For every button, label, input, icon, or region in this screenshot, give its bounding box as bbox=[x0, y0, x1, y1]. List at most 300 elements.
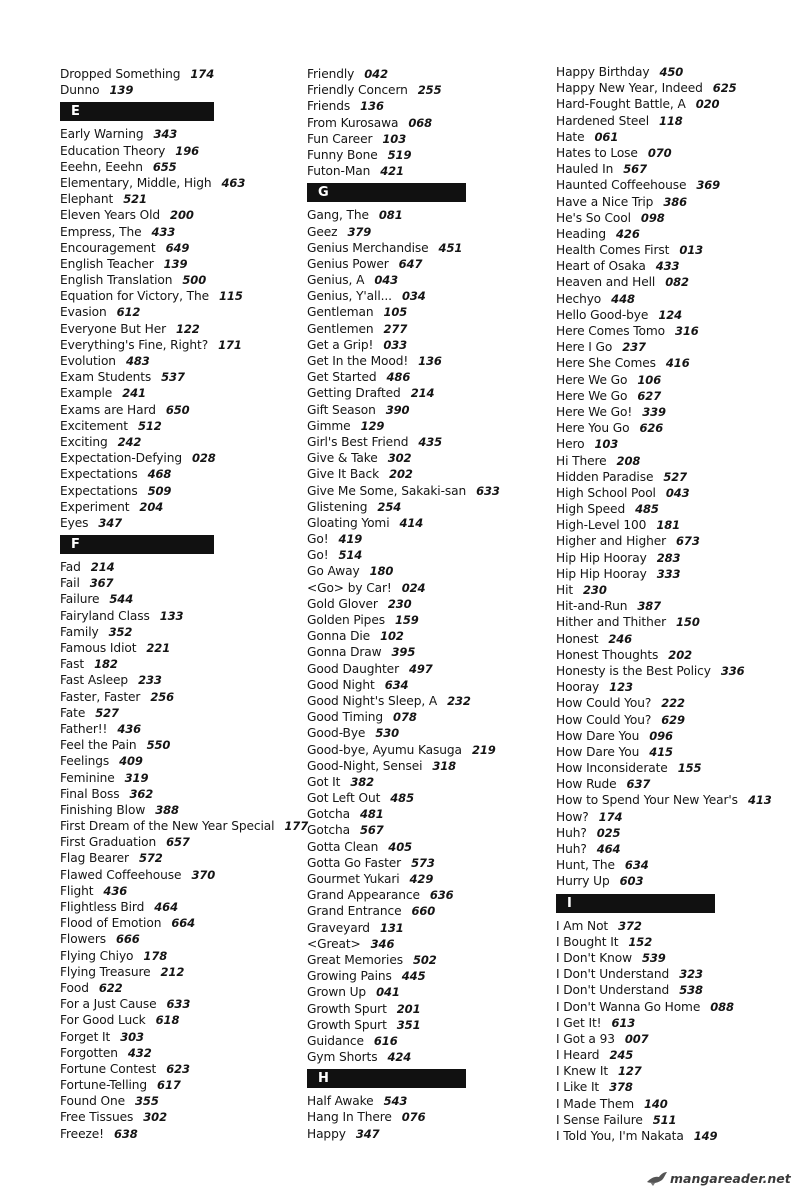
index-entry bbox=[556, 258, 798, 274]
entry-title: How Rude bbox=[556, 777, 617, 792]
entry-title: Hunt, The bbox=[556, 858, 615, 873]
entry-page-number: 214 bbox=[410, 386, 435, 401]
index-entry bbox=[60, 705, 296, 721]
entry-page-number: 178 bbox=[143, 948, 168, 963]
entry-title: Feelings bbox=[60, 754, 110, 769]
entry-page-number: 351 bbox=[396, 1017, 421, 1032]
entry-title: Here We Go bbox=[556, 372, 628, 387]
index-entry bbox=[60, 1012, 296, 1028]
index-entry bbox=[307, 1093, 551, 1109]
entry-page-number: 567 bbox=[623, 162, 647, 177]
entry-title: Got It bbox=[307, 774, 341, 789]
entry-page-number: 219 bbox=[471, 742, 496, 757]
section-letter-header: H bbox=[307, 1069, 466, 1088]
entry-page-number: 136 bbox=[360, 99, 384, 114]
index-entry bbox=[60, 304, 296, 320]
entry-page-number: 395 bbox=[391, 645, 416, 660]
entry-page-number: 246 bbox=[608, 631, 633, 646]
index-entry bbox=[307, 952, 551, 968]
entry-title: Fail bbox=[60, 576, 80, 591]
entry-title: Flying Treasure bbox=[60, 964, 151, 979]
index-entry bbox=[60, 931, 296, 947]
entry-title: Heart of Osaka bbox=[556, 259, 646, 274]
entry-title: Flight bbox=[60, 883, 94, 898]
entry-page-number: 255 bbox=[417, 83, 442, 98]
index-entry bbox=[307, 596, 551, 612]
entry-page-number: 451 bbox=[438, 240, 463, 255]
entry-page-number: 140 bbox=[644, 1096, 668, 1111]
entry-page-number: 042 bbox=[364, 67, 388, 81]
entry-title: I Don't Understand bbox=[556, 983, 670, 998]
index-entry bbox=[60, 608, 296, 624]
entry-title: Glistening bbox=[307, 499, 368, 514]
entry-page-number: 181 bbox=[656, 518, 681, 533]
index-entry bbox=[307, 984, 551, 1000]
index-entry bbox=[307, 466, 551, 482]
entry-page-number: 283 bbox=[656, 550, 681, 565]
entry-title: Family bbox=[60, 624, 99, 639]
entry-page-number: 256 bbox=[150, 689, 175, 704]
entry-page-number: 043 bbox=[665, 485, 690, 500]
entry-page-number: 200 bbox=[170, 208, 194, 223]
index-entry bbox=[60, 786, 296, 802]
entry-page-number: 519 bbox=[387, 147, 412, 162]
entry-page-number: 106 bbox=[637, 372, 662, 387]
entry-page-number: 622 bbox=[98, 980, 123, 995]
entry-title: Gonna Die bbox=[307, 629, 371, 644]
entry-page-number: 633 bbox=[166, 997, 191, 1012]
entry-title: Flightless Bird bbox=[60, 900, 145, 914]
index-entry bbox=[60, 770, 296, 786]
entry-page-number: 637 bbox=[626, 777, 651, 792]
entry-title: Half Awake bbox=[307, 1094, 374, 1109]
entry-page-number: 136 bbox=[418, 354, 442, 368]
index-entry bbox=[307, 66, 551, 82]
index-entry bbox=[307, 531, 551, 547]
entry-title: Girl's Best Friend bbox=[307, 434, 409, 449]
entry-title: Final Boss bbox=[60, 786, 120, 801]
entry-page-number: 650 bbox=[165, 402, 190, 417]
entry-page-number: 174 bbox=[598, 809, 623, 824]
entry-title: Expectation-Defying bbox=[60, 451, 182, 466]
index-entry bbox=[307, 725, 551, 741]
entry-title: Got Left Out bbox=[307, 791, 381, 806]
entry-title: Get Started bbox=[307, 370, 377, 385]
index-entry bbox=[556, 598, 798, 614]
entry-page-number: 082 bbox=[665, 275, 689, 290]
entry-page-number: 537 bbox=[161, 370, 185, 385]
index-entry bbox=[556, 469, 798, 485]
entry-title: Eyes bbox=[60, 515, 89, 530]
index-entry bbox=[60, 450, 296, 466]
entry-title: Food bbox=[60, 980, 89, 995]
entry-page-number: 638 bbox=[113, 1126, 138, 1141]
entry-page-number: 613 bbox=[611, 1015, 636, 1030]
index-entry bbox=[60, 1077, 296, 1093]
index-entry bbox=[307, 1001, 551, 1017]
entry-title: Genius, Y'all... bbox=[307, 289, 392, 304]
index-entry bbox=[556, 1031, 798, 1047]
entry-page-number: 346 bbox=[370, 936, 395, 951]
entry-page-number: 343 bbox=[153, 127, 178, 142]
index-entry bbox=[60, 126, 296, 142]
entry-title: Example bbox=[60, 386, 113, 401]
entry-title: Getting Drafted bbox=[307, 386, 401, 401]
entry-title: Higher and Higher bbox=[556, 534, 667, 549]
index-entry bbox=[556, 404, 798, 420]
index-entry bbox=[307, 224, 551, 240]
index-entry bbox=[60, 353, 296, 369]
entry-page-number: 230 bbox=[387, 596, 412, 611]
index-entry bbox=[307, 1126, 551, 1142]
index-entry bbox=[556, 161, 798, 177]
entry-title: I Knew It bbox=[556, 1064, 608, 1079]
entry-title: Friendly Concern bbox=[307, 83, 408, 98]
index-entry bbox=[556, 96, 798, 112]
index-entry bbox=[60, 624, 296, 640]
entry-page-number: 369 bbox=[696, 178, 721, 193]
index-entry bbox=[556, 177, 798, 193]
index-entry bbox=[60, 256, 296, 272]
entry-title: Fast Asleep bbox=[60, 673, 129, 688]
index-entry bbox=[60, 1061, 296, 1077]
index-entry bbox=[307, 353, 551, 369]
entry-page-number: 527 bbox=[663, 469, 688, 484]
entry-page-number: 122 bbox=[176, 321, 200, 336]
entry-title: Hates to Lose bbox=[556, 145, 638, 160]
index-entry bbox=[307, 742, 551, 758]
entry-page-number: 379 bbox=[347, 224, 372, 239]
entry-title: How Dare You bbox=[556, 728, 640, 743]
index-entry bbox=[307, 693, 551, 709]
index-entry bbox=[556, 501, 798, 517]
index-entry bbox=[60, 369, 296, 385]
entry-title: Genius, A bbox=[307, 273, 365, 288]
entry-title: I Heard bbox=[556, 1048, 600, 1063]
index-entry bbox=[556, 210, 798, 226]
index-entry bbox=[60, 1045, 296, 1061]
entry-title: For Good Luck bbox=[60, 1013, 146, 1028]
index-entry bbox=[307, 434, 551, 450]
entry-page-number: 133 bbox=[159, 608, 184, 623]
entry-title: Hurry Up bbox=[556, 874, 610, 889]
index-entry bbox=[60, 207, 296, 223]
entry-title: Fairyland Class bbox=[60, 608, 150, 623]
entry-title: I Don't Understand bbox=[556, 967, 670, 982]
entry-page-number: 319 bbox=[124, 770, 149, 785]
index-entry bbox=[60, 850, 296, 866]
entry-title: Feel the Pain bbox=[60, 738, 137, 753]
entry-title: Gourmet Yukari bbox=[307, 872, 400, 886]
index-entry bbox=[556, 323, 798, 339]
index-entry bbox=[60, 834, 296, 850]
entry-title: Fad bbox=[60, 560, 81, 575]
entry-title: Give & Take bbox=[307, 451, 378, 466]
index-entry bbox=[307, 758, 551, 774]
entry-title: Growing Pains bbox=[307, 969, 392, 984]
index-entry bbox=[556, 728, 798, 744]
entry-page-number: 445 bbox=[401, 969, 426, 984]
index-entry bbox=[556, 792, 798, 808]
entry-page-number: 378 bbox=[609, 1080, 633, 1095]
index-entry bbox=[307, 272, 551, 288]
index-entry bbox=[307, 147, 551, 163]
entry-page-number: 618 bbox=[155, 1013, 180, 1028]
entry-page-number: 070 bbox=[647, 145, 672, 160]
entry-title: Gloating Yomi bbox=[307, 515, 390, 530]
index-entry bbox=[556, 695, 798, 711]
entry-page-number: 539 bbox=[641, 950, 666, 965]
entry-page-number: 333 bbox=[656, 566, 681, 581]
entry-title: Evolution bbox=[60, 354, 116, 368]
watermark-text: mangareader.net bbox=[670, 1171, 791, 1186]
entry-title: Get In the Mood! bbox=[307, 354, 409, 368]
entry-page-number: 025 bbox=[596, 825, 621, 840]
index-entry bbox=[60, 337, 296, 353]
entry-page-number: 673 bbox=[676, 534, 700, 549]
index-entry bbox=[60, 175, 296, 191]
index-entry bbox=[556, 857, 798, 873]
entry-title: <Great> bbox=[307, 936, 361, 951]
entry-page-number: 433 bbox=[151, 224, 176, 239]
entry-title: High Speed bbox=[556, 502, 626, 517]
entry-page-number: 180 bbox=[369, 564, 394, 579]
entry-title: Here I Go bbox=[556, 340, 613, 355]
entry-title: Funny Bone bbox=[307, 147, 378, 162]
index-entry bbox=[556, 1096, 798, 1112]
index-entry bbox=[556, 388, 798, 404]
entry-title: Here She Comes bbox=[556, 356, 656, 371]
index-entry bbox=[307, 822, 551, 838]
entry-title: Gotcha bbox=[307, 823, 350, 838]
entry-page-number: 230 bbox=[583, 583, 607, 597]
entry-title: Good Night's Sleep, A bbox=[307, 693, 438, 708]
entry-title: Experiment bbox=[60, 499, 130, 514]
index-entry bbox=[556, 647, 798, 663]
index-entry bbox=[60, 980, 296, 996]
entry-page-number: 512 bbox=[137, 418, 162, 433]
entry-title: From Kurosawa bbox=[307, 115, 399, 130]
entry-title: I Got a 93 bbox=[556, 1031, 615, 1046]
entry-page-number: 123 bbox=[609, 680, 633, 695]
index-entry bbox=[556, 355, 798, 371]
entry-page-number: 617 bbox=[157, 1078, 181, 1093]
entry-title: Graveyard bbox=[307, 920, 370, 935]
entry-page-number: 115 bbox=[219, 289, 243, 304]
entry-page-number: 409 bbox=[119, 754, 143, 769]
entry-page-number: 367 bbox=[89, 576, 114, 591]
index-entry bbox=[60, 575, 296, 591]
index-column-3 bbox=[556, 64, 798, 1144]
entry-page-number: 131 bbox=[379, 920, 404, 935]
entry-title: I Don't Wanna Go Home bbox=[556, 999, 701, 1014]
entry-page-number: 436 bbox=[117, 721, 142, 736]
entry-title: Honest bbox=[556, 631, 599, 646]
entry-page-number: 485 bbox=[390, 791, 414, 806]
entry-title: He's So Cool bbox=[556, 210, 631, 225]
index-entry bbox=[307, 1109, 551, 1125]
index-entry bbox=[60, 737, 296, 753]
entry-page-number: 521 bbox=[123, 192, 147, 207]
entry-page-number: 336 bbox=[720, 663, 745, 678]
entry-title: Great Memories bbox=[307, 952, 403, 967]
entry-page-number: 655 bbox=[152, 159, 177, 174]
entry-page-number: 061 bbox=[594, 129, 619, 144]
index-entry bbox=[60, 559, 296, 575]
index-entry bbox=[307, 385, 551, 401]
entry-title: Huh? bbox=[556, 842, 587, 856]
index-entry bbox=[307, 207, 551, 223]
entry-title: Encouragement bbox=[60, 240, 156, 255]
entry-title: Hooray bbox=[556, 680, 600, 695]
index-entry bbox=[556, 226, 798, 242]
index-entry bbox=[60, 499, 296, 515]
entry-title: Grand Appearance bbox=[307, 888, 420, 903]
entry-title: Early Warning bbox=[60, 127, 144, 142]
index-entry bbox=[307, 580, 551, 596]
entry-page-number: 413 bbox=[747, 793, 772, 808]
entry-title: Genius Merchandise bbox=[307, 240, 429, 255]
entry-page-number: 433 bbox=[655, 259, 680, 274]
index-column-2 bbox=[307, 66, 551, 1142]
entry-title: Growth Spurt bbox=[307, 1017, 387, 1032]
entry-title: Everyone But Her bbox=[60, 321, 166, 336]
entry-title: Golden Pipes bbox=[307, 613, 385, 627]
entry-page-number: 629 bbox=[661, 712, 685, 727]
index-entry bbox=[60, 802, 296, 818]
entry-title: I Am Not bbox=[556, 918, 609, 933]
index-entry bbox=[556, 918, 798, 934]
entry-page-number: 414 bbox=[399, 515, 424, 530]
entry-title: Freeze! bbox=[60, 1126, 104, 1141]
entry-title: Expectations bbox=[60, 483, 138, 498]
entry-page-number: 028 bbox=[191, 451, 216, 466]
entry-page-number: 339 bbox=[642, 404, 666, 419]
watermark bbox=[640, 1168, 800, 1190]
entry-page-number: 623 bbox=[166, 1061, 190, 1076]
index-entry bbox=[556, 950, 798, 966]
index-entry bbox=[307, 628, 551, 644]
entry-page-number: 204 bbox=[139, 499, 164, 514]
index-entry bbox=[307, 402, 551, 418]
entry-title: Faster, Faster bbox=[60, 689, 141, 704]
entry-page-number: 347 bbox=[98, 515, 123, 530]
bird-logo-icon bbox=[646, 1170, 668, 1188]
entry-title: Get a Grip! bbox=[307, 337, 374, 352]
entry-page-number: 543 bbox=[383, 1094, 408, 1109]
entry-title: Eeehn, Eeehn bbox=[60, 159, 143, 174]
index-entry bbox=[60, 964, 296, 980]
index-entry bbox=[307, 887, 551, 903]
entry-title: Flood of Emotion bbox=[60, 916, 162, 931]
entry-page-number: 318 bbox=[432, 758, 457, 773]
index-entry bbox=[60, 402, 296, 418]
entry-title: Father!! bbox=[60, 721, 108, 736]
index-entry bbox=[60, 640, 296, 656]
entry-title: I Sense Failure bbox=[556, 1112, 643, 1127]
entry-page-number: 387 bbox=[637, 599, 662, 614]
entry-title: First Graduation bbox=[60, 835, 157, 850]
entry-page-number: 088 bbox=[710, 999, 734, 1014]
entry-title: Evasion bbox=[60, 305, 107, 320]
index-entry bbox=[556, 145, 798, 161]
index-entry bbox=[307, 903, 551, 919]
entry-title: Hip Hip Hooray bbox=[556, 550, 647, 565]
entry-title: High-Level 100 bbox=[556, 518, 647, 533]
entry-title: Good-bye, Ayumu Kasuga bbox=[307, 742, 462, 757]
entry-title: How Could You? bbox=[556, 696, 652, 711]
index-entry bbox=[307, 82, 551, 98]
entry-title: Hip Hip Hooray bbox=[556, 566, 647, 581]
entry-page-number: 421 bbox=[380, 164, 404, 179]
entry-page-number: 129 bbox=[360, 418, 385, 433]
entry-title: Dunno bbox=[60, 83, 100, 98]
entry-page-number: 544 bbox=[109, 592, 134, 607]
entry-title: I Get It! bbox=[556, 1015, 602, 1030]
index-entry bbox=[556, 966, 798, 982]
entry-title: Gimme bbox=[307, 418, 351, 433]
entry-title: Elementary, Middle, High bbox=[60, 175, 212, 190]
entry-page-number: 538 bbox=[679, 983, 703, 998]
entry-title: English Teacher bbox=[60, 256, 154, 271]
index-entry bbox=[60, 224, 296, 240]
entry-page-number: 068 bbox=[408, 115, 433, 130]
index-entry bbox=[60, 191, 296, 207]
entry-title: I Bought It bbox=[556, 934, 619, 949]
entry-page-number: 464 bbox=[596, 842, 621, 856]
entry-page-number: 302 bbox=[143, 1110, 167, 1125]
entry-title: How Inconsiderate bbox=[556, 761, 668, 776]
entry-title: Elephant bbox=[60, 192, 114, 207]
entry-page-number: 616 bbox=[373, 1033, 398, 1048]
index-entry bbox=[60, 159, 296, 175]
entry-page-number: 208 bbox=[616, 453, 641, 468]
index-entry bbox=[307, 115, 551, 131]
index-entry bbox=[556, 582, 798, 598]
entry-page-number: 567 bbox=[359, 823, 384, 838]
entry-page-number: 201 bbox=[396, 1001, 421, 1016]
index-entry bbox=[60, 1109, 296, 1125]
index-entry bbox=[556, 274, 798, 290]
entry-title: Hither and Thither bbox=[556, 615, 667, 630]
entry-page-number: 007 bbox=[624, 1031, 649, 1046]
entry-title: First Dream of the New Year Special bbox=[60, 819, 275, 834]
index-entry bbox=[60, 996, 296, 1012]
entry-title: Hidden Paradise bbox=[556, 469, 654, 484]
entry-page-number: 486 bbox=[386, 370, 411, 385]
section-letter-header: E bbox=[60, 102, 214, 121]
index-entry bbox=[556, 533, 798, 549]
entry-title: Here You Go bbox=[556, 421, 630, 436]
entry-page-number: 390 bbox=[385, 402, 410, 417]
entry-page-number: 649 bbox=[165, 240, 190, 255]
entry-page-number: 416 bbox=[665, 356, 690, 371]
entry-title: Found One bbox=[60, 1094, 126, 1109]
index-entry bbox=[307, 483, 551, 499]
entry-title: Grown Up bbox=[307, 985, 367, 1000]
entry-page-number: 033 bbox=[383, 337, 408, 352]
index-entry bbox=[556, 517, 798, 533]
entry-page-number: 149 bbox=[693, 1129, 718, 1143]
entry-title: English Translation bbox=[60, 273, 173, 288]
entry-title: Go! bbox=[307, 548, 329, 563]
entry-page-number: 139 bbox=[163, 256, 188, 271]
entry-page-number: 302 bbox=[387, 451, 412, 466]
entry-page-number: 118 bbox=[659, 113, 683, 128]
index-entry bbox=[556, 760, 798, 776]
entry-title: Hero bbox=[556, 437, 585, 452]
entry-page-number: 612 bbox=[116, 305, 141, 320]
